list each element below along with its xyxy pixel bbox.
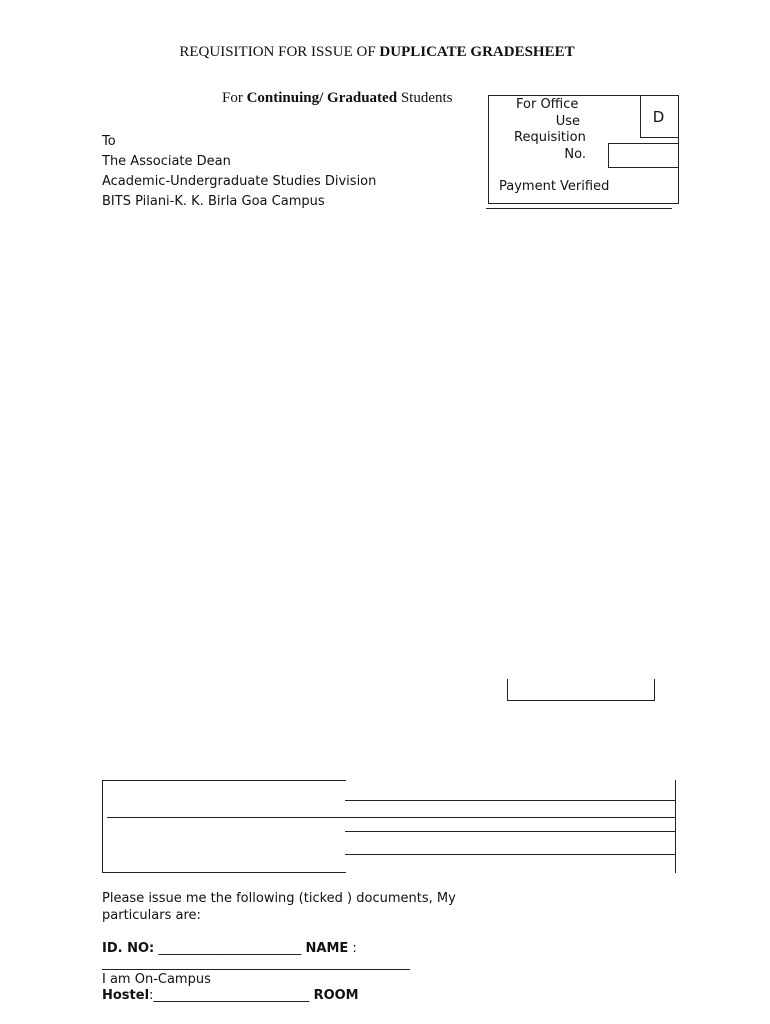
on-campus-row [102,972,211,987]
name-colon: : [348,941,357,956]
office-line-4: No. [564,146,586,162]
id-name-row [102,941,357,956]
requisition-number-field[interactable] [608,143,678,168]
signature-box[interactable] [507,679,655,701]
id-label: ID. NO: [102,941,155,956]
office-box-underline [486,208,672,209]
details-table-left [102,780,346,873]
address-to: To [102,134,116,149]
details-row-divider-left [107,817,345,818]
name-field-line[interactable] [102,969,410,970]
address-line-3: BITS Pilani-K. K. Birla Goa Campus [102,194,325,209]
hostel-row [102,988,359,1003]
room-label: ROOM [313,988,359,1003]
details-table-right-edge [675,780,676,873]
issue-request-text: Please issue me the following (ticked ) documents, My particulars are: [102,891,456,923]
title-plain: REQUISITION FOR ISSUE OF [179,44,380,60]
office-use-label [506,97,596,163]
title-bold: DUPLICATE GRADESHEET [379,44,575,60]
code-letter: D [652,108,665,126]
hostel-field[interactable]: :________________________ [149,988,314,1003]
details-field-line-3[interactable] [345,831,675,832]
details-field-line-4[interactable] [345,854,675,855]
subtitle-for: For [222,90,247,106]
address-line-2: Academic-Undergraduate Studies Division [102,174,377,189]
subtitle-bold: Continuing/ Graduated [246,90,398,106]
page-title [0,44,754,61]
on-campus-label: I am On-Campus [102,972,211,987]
hostel-label: Hostel [102,988,150,1003]
page-subtitle [222,90,453,107]
subtitle-end: Students [397,90,453,106]
office-line-1: For Office [516,97,579,112]
id-field[interactable]: ______________________ [154,941,306,956]
details-field-line-2[interactable] [345,817,675,818]
name-label: NAME [305,941,349,956]
address-line-1: The Associate Dean [102,154,231,169]
recipient-address [102,132,376,212]
office-line-2: Use [555,113,580,129]
details-field-line-1[interactable] [345,800,675,801]
office-line-3: Requisition [514,130,586,145]
payment-verified-label: Payment Verified [499,179,610,194]
